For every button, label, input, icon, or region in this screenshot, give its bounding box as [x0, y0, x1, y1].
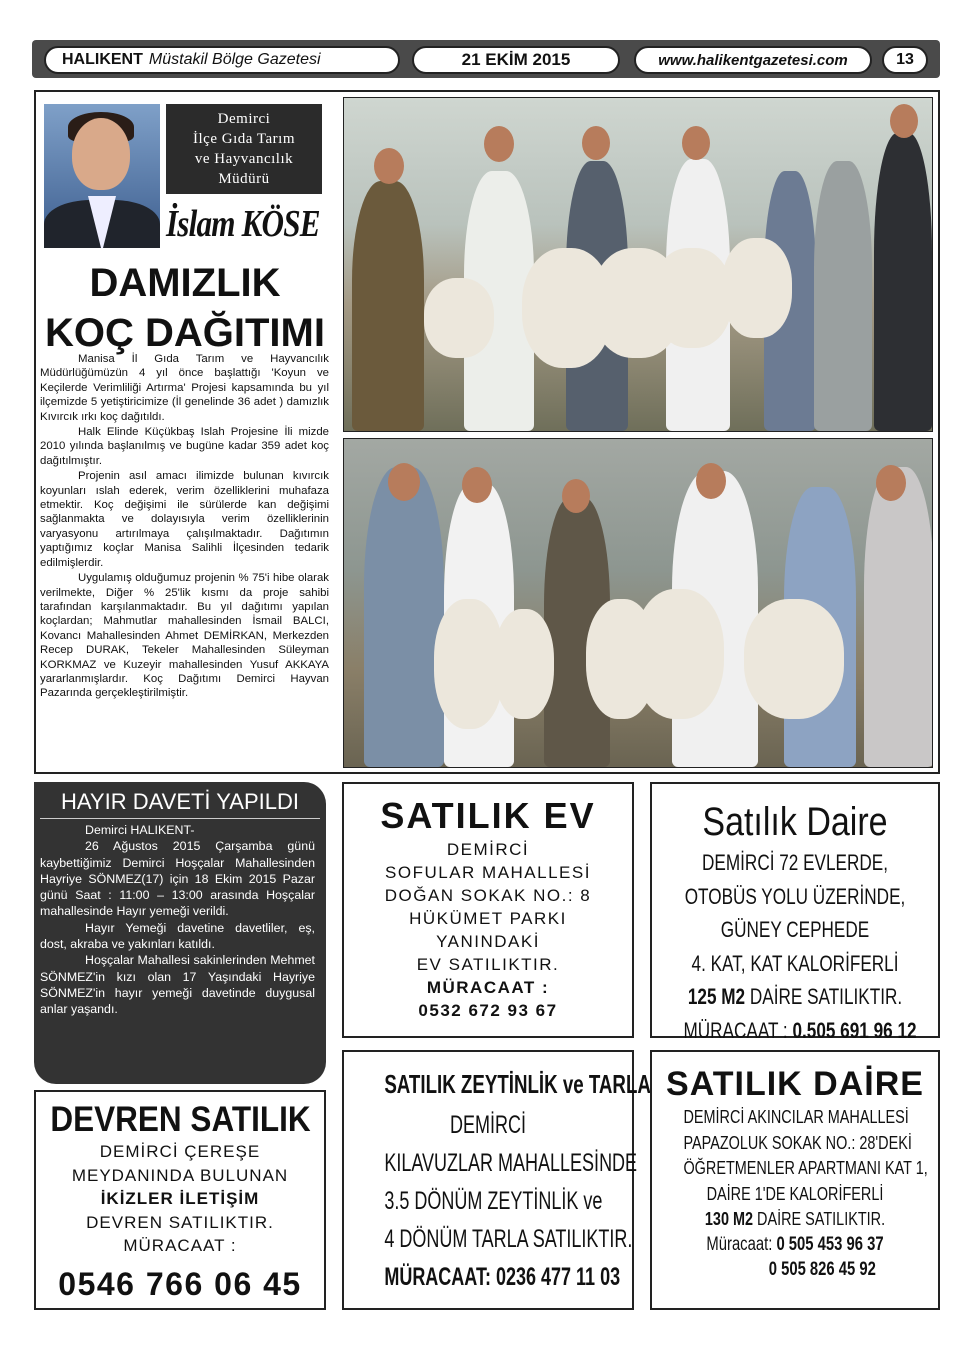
satilik-daire-ad-2: SATILIK DAİRE DEMİRCİ AKINCILAR MAHALLESİ PAPAZOLUK SOKAK NO.: 28'DEKİ ÖĞRETMENLER APARTMANI KAT 1, DAİRE 1'DE KALORİFERLİ 130 M2 DAİRE SATILIKTIR. Müracaat: 0 505 453 96 37 0 505 826 45 92 — [650, 1050, 940, 1310]
phone-number: 0.505 691 96 12 — [792, 1017, 917, 1043]
satilik-daire-ad-1: Satılık Daire DEMİRCİ 72 EVLERDE, OTOBÜS YOLU ÜZERİNDE, GÜNEY CEPHEDE 4. KAT, KAT KALORİFERLİ 125 M2 DAİRE SATILIKTIR. MÜRACAAT : 0.505 691 96 12 — [650, 782, 940, 1038]
phone-number: 0546 766 06 45 — [58, 1265, 302, 1302]
business-name: İKİZLER İLETİŞİM — [100, 1189, 260, 1208]
article-headline: DAMIZLIK KOÇ DAĞITIMI — [45, 261, 325, 355]
article-paragraph: Uygulamış olduğumuz projenin % 75'i hibe olarak verilmekte, Diğer % 25'lik kısmı da proje sahibi tarafından karşılanmaktadır. Bu yıl dağıtımı yapılan koçlardan; Mahmutlar mahallesinden İsmail BALCI, Kovancı Mahallesinden Ahmet DEMİRKAN, Merkezden Recep DURAK, Tekeler Mahallesinden Süleyman KORKMAZ ve Kuzeyir mahallesinden Yusuf AKKAYA yararlanmışlardır. Koç Dağıtımı Demirci Hayvan Pazarında gerçekleştirilmiştir. — [40, 572, 329, 700]
article-paragraph: Halk Elinde Küçükbaş Islah Projesine İli mizde 2010 yılında başlanılmış ve bugüne kadar 359 adet koç dağıtılmıştır. — [40, 426, 329, 467]
article-paragraph: Projenin asıl amacı ilimizde bulunan kıvırcık koyunları ıslah ederek, verim özelliklerini muhafaza etmektir. Koç değişimi ile sürülerde kan değişimi sağlanmakta ve dolayısıyla verim özelliklerinin varyasyonu artırılmaya çalışılmaktadır. Dağıtımın yaptığımız koçlar Manisa Salihli İlçesinden tedarik edilmişlerdir. — [40, 470, 329, 569]
ad-title: DEVREN SATILIK — [50, 1100, 311, 1139]
ram-distribution-photo-1 — [343, 97, 933, 432]
phone-number: MÜRACAAT: 0236 477 11 03 — [384, 1263, 621, 1291]
satilik-ev-ad: SATILIK EV DEMİRCİ SOFULAR MAHALLESİ DOĞAN SOKAK NO.: 8 HÜKÜMET PARKI YANINDAKİ EV SATILIKTIR. MÜRACAAT : 0532 672 93 67 — [342, 782, 634, 1038]
website-link[interactable]: www.halikentgazetesi.com — [634, 46, 872, 74]
devren-satilik-ad: DEVREN SATILIK DEMİRCİ ÇEREŞE MEYDANINDA BULUNAN İKİZLER İLETİŞİM DEVREN SATILIKTIR. MÜRACAAT : 0546 766 06 45 — [34, 1090, 326, 1310]
hayir-daveti-title: HAYIR DAVETİ YAPILDI — [61, 789, 299, 814]
ad-title: Satılık Daire — [702, 800, 888, 844]
phone-number: 0 505 826 45 92 — [768, 1259, 876, 1280]
brand-name: HALIKENT — [62, 51, 143, 68]
phone-number: 0 505 453 96 37 — [776, 1233, 884, 1255]
phone-number: 0532 672 93 67 — [418, 1001, 558, 1020]
author-name: İslam KÖSE — [166, 203, 320, 245]
ad-title: SATILIK EV — [380, 795, 596, 836]
article-body — [40, 352, 329, 702]
newspaper-name — [44, 46, 400, 74]
hayir-paragraph: Hoşçalar Mahallesi sakinlerinden Mehmet SÖNMEZ'in kızı olan 17 Yaşındaki Hayriye SÖNMEZ'in hayır yemeği davetinde duygusal anlar yaşandı. — [40, 953, 315, 1017]
author-role: Demirci İlçe Gıda Tarım ve Hayvancılık Müdürü — [166, 104, 322, 194]
page-number: 13 — [882, 46, 928, 74]
hayir-daveti-body — [40, 822, 315, 1018]
ram-distribution-photo-2 — [343, 438, 933, 768]
divider — [40, 818, 320, 819]
brand-subtitle: Müstakil Bölge Gazetesi — [148, 51, 321, 68]
ad-title: SATILIK ZEYTİNLİK ve TARLA — [384, 1069, 651, 1099]
hayir-paragraph: Demirci HALIKENT- — [85, 823, 195, 837]
issue-date: 21 EKİM 2015 — [412, 46, 620, 74]
article-paragraph: Manisa İl Gıda Tarım ve Hayvancılık Müdürlüğümüzün 4 yıl önce başlattığı 'Koyun ve Keçilerde Verimliliği Artırma' Projesi kapsamında bu yıl ilçemizde 5 yetiştiricimize (İl genelinde 36 adet ) damızlık Kıvırcık ırkı koç dağıtıldı. — [40, 353, 329, 423]
author-photo — [44, 104, 160, 248]
satilik-zeytinlik-ad: SATILIK ZEYTİNLİK ve TARLA DEMİRCİ KILAVUZLAR MAHALLESİNDE 3.5 DÖNÜM ZEYTİNLİK ve 4 DÖNÜM TARLA SATILIKTIR. MÜRACAAT: 0236 477 11 03 — [342, 1050, 634, 1310]
ad-title: SATILIK DAİRE — [666, 1065, 924, 1103]
hayir-paragraph: Hayır Yemeği davetine davetliler, eş, dost, akraba ve yakınları katıldı. — [40, 920, 315, 952]
hayir-paragraph: 26 Ağustos 2015 Çarşamba günü kaybettiğimiz Demirci Hoşçalar Mahallesinden Hayriye SÖNMEZ(17) için 18 Ekim 2015 Pazar günü Saat : 11:00 – 13:00 arasında Hoşçalar mahallesinde Hayır yemeği verildi. — [40, 839, 315, 919]
